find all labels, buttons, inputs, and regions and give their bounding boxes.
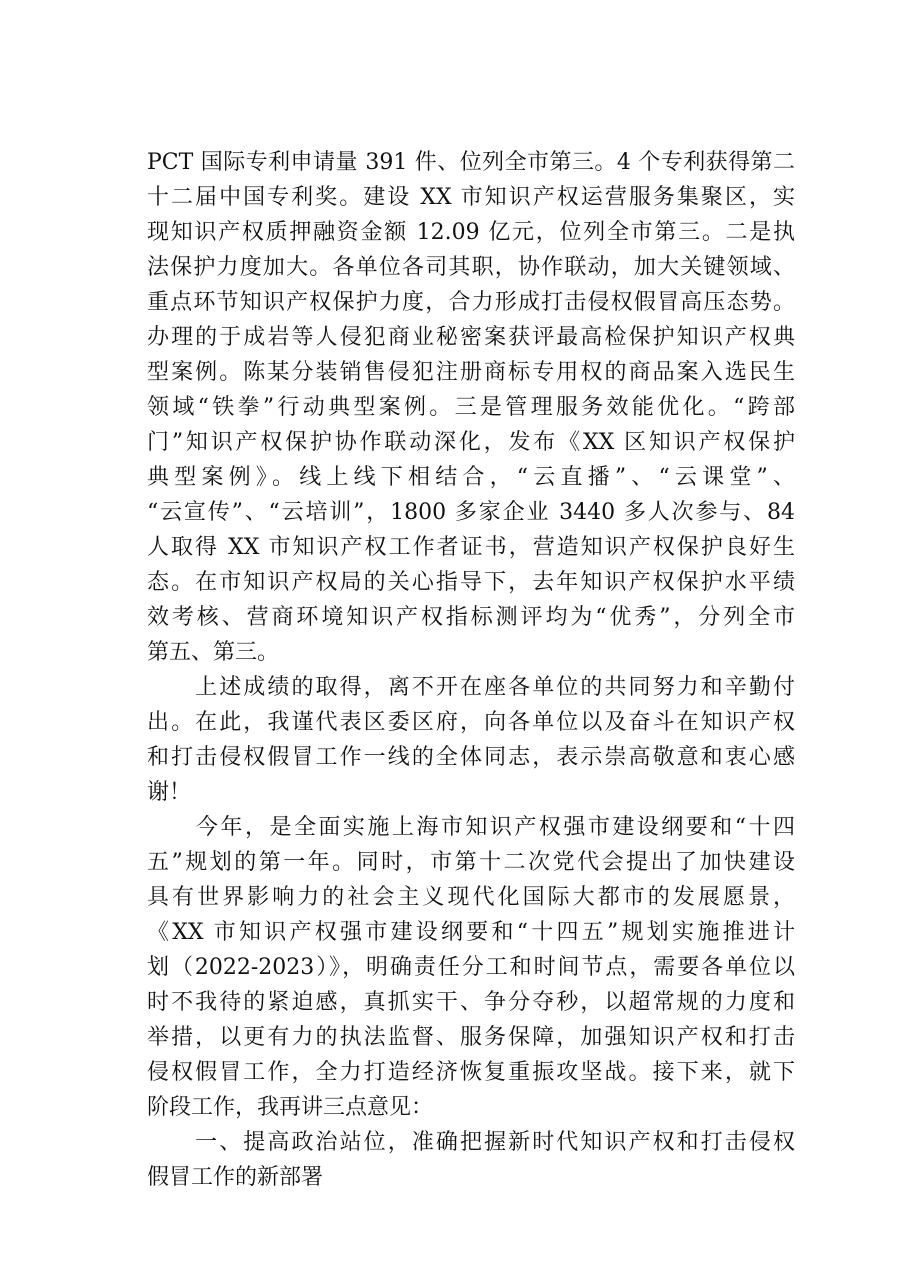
text-line: 人取得 XX 市知识产权工作者证书，营造知识产权保护良好生 [147, 535, 795, 560]
text-line: 门”知识产权保护协作联动深化，发布《XX 区知识产权保护 [147, 430, 795, 455]
text-line: 时不我待的紧迫感，真抓实干、争分夺秒，以超常规的力度和 [147, 990, 795, 1015]
text-line: 领域“铁拳”行动典型案例。三是管理服务效能优化。“跨部 [147, 395, 795, 420]
text-line: 阶段工作，我再讲三点意见： [147, 1095, 434, 1120]
text-line: 和打击侵权假冒工作一线的全体同志，表示崇高敬意和衷心感 [147, 745, 795, 770]
text-line: 今年，是全面实施上海市知识产权强市建设纲要和“十四 [147, 815, 795, 840]
section-heading-line: 假冒工作的新部署 [147, 1165, 324, 1190]
text-line: “云宣传”、“云培训”，1800 多家企业 3440 多人次参与、84 [147, 500, 795, 525]
text-line: 五”规划的第一年。同时，市第十二次党代会提出了加快建设 [147, 850, 795, 875]
text-line: 重点环节知识产权保护力度，合力形成打击侵权假冒高压态势。 [147, 290, 795, 315]
text-line: 典型案例》。线上线下相结合，“云直播”、“云课堂”、 [147, 465, 795, 490]
text-line: 划（2022-2023）》，明确责任分工和时间节点，需要各单位以 [147, 955, 795, 980]
text-line: 第五、第三。 [147, 640, 280, 665]
text-line: 《XX 市知识产权强市建设纲要和“十四五”规划实施推进计 [147, 920, 795, 945]
text-line: PCT 国际专利申请量 391 件、位列全市第三。4 个专利获得第二 [147, 150, 795, 175]
text-line: 谢！ [147, 780, 192, 805]
text-line: 办理的于成岩等人侵犯商业秘密案获评最高检保护知识产权典 [147, 325, 795, 350]
text-line: 现知识产权质押融资金额 12.09 亿元，位列全市第三。二是执 [147, 220, 795, 245]
text-line: 十二届中国专利奖。建设 XX 市知识产权运营服务集聚区，实 [147, 185, 795, 210]
text-line: 效考核、营商环境知识产权指标测评均为“优秀”，分列全市 [147, 605, 795, 630]
text-line: 具有世界影响力的社会主义现代化国际大都市的发展愿景， [147, 885, 795, 910]
text-line: 法保护力度加大。各单位各司其职，协作联动，加大关键领域、 [147, 255, 795, 280]
text-line: 型案例。陈某分装销售侵犯注册商标专用权的商品案入选民生 [147, 360, 795, 385]
text-line: 出。在此，我谨代表区委区府，向各单位以及奋斗在知识产权 [147, 710, 795, 735]
text-line: 举措，以更有力的执法监督、服务保障，加强知识产权和打击 [147, 1025, 795, 1050]
text-line: 侵权假冒工作，全力打造经济恢复重振攻坚战。接下来，就下 [147, 1060, 795, 1085]
text-line: 上述成绩的取得，离不开在座各单位的共同努力和辛勤付 [147, 675, 795, 700]
text-line: 态。在市知识产权局的关心指导下，去年知识产权保护水平绩 [147, 570, 795, 595]
section-heading-line: 一、提高政治站位，准确把握新时代知识产权和打击侵权 [147, 1130, 795, 1155]
